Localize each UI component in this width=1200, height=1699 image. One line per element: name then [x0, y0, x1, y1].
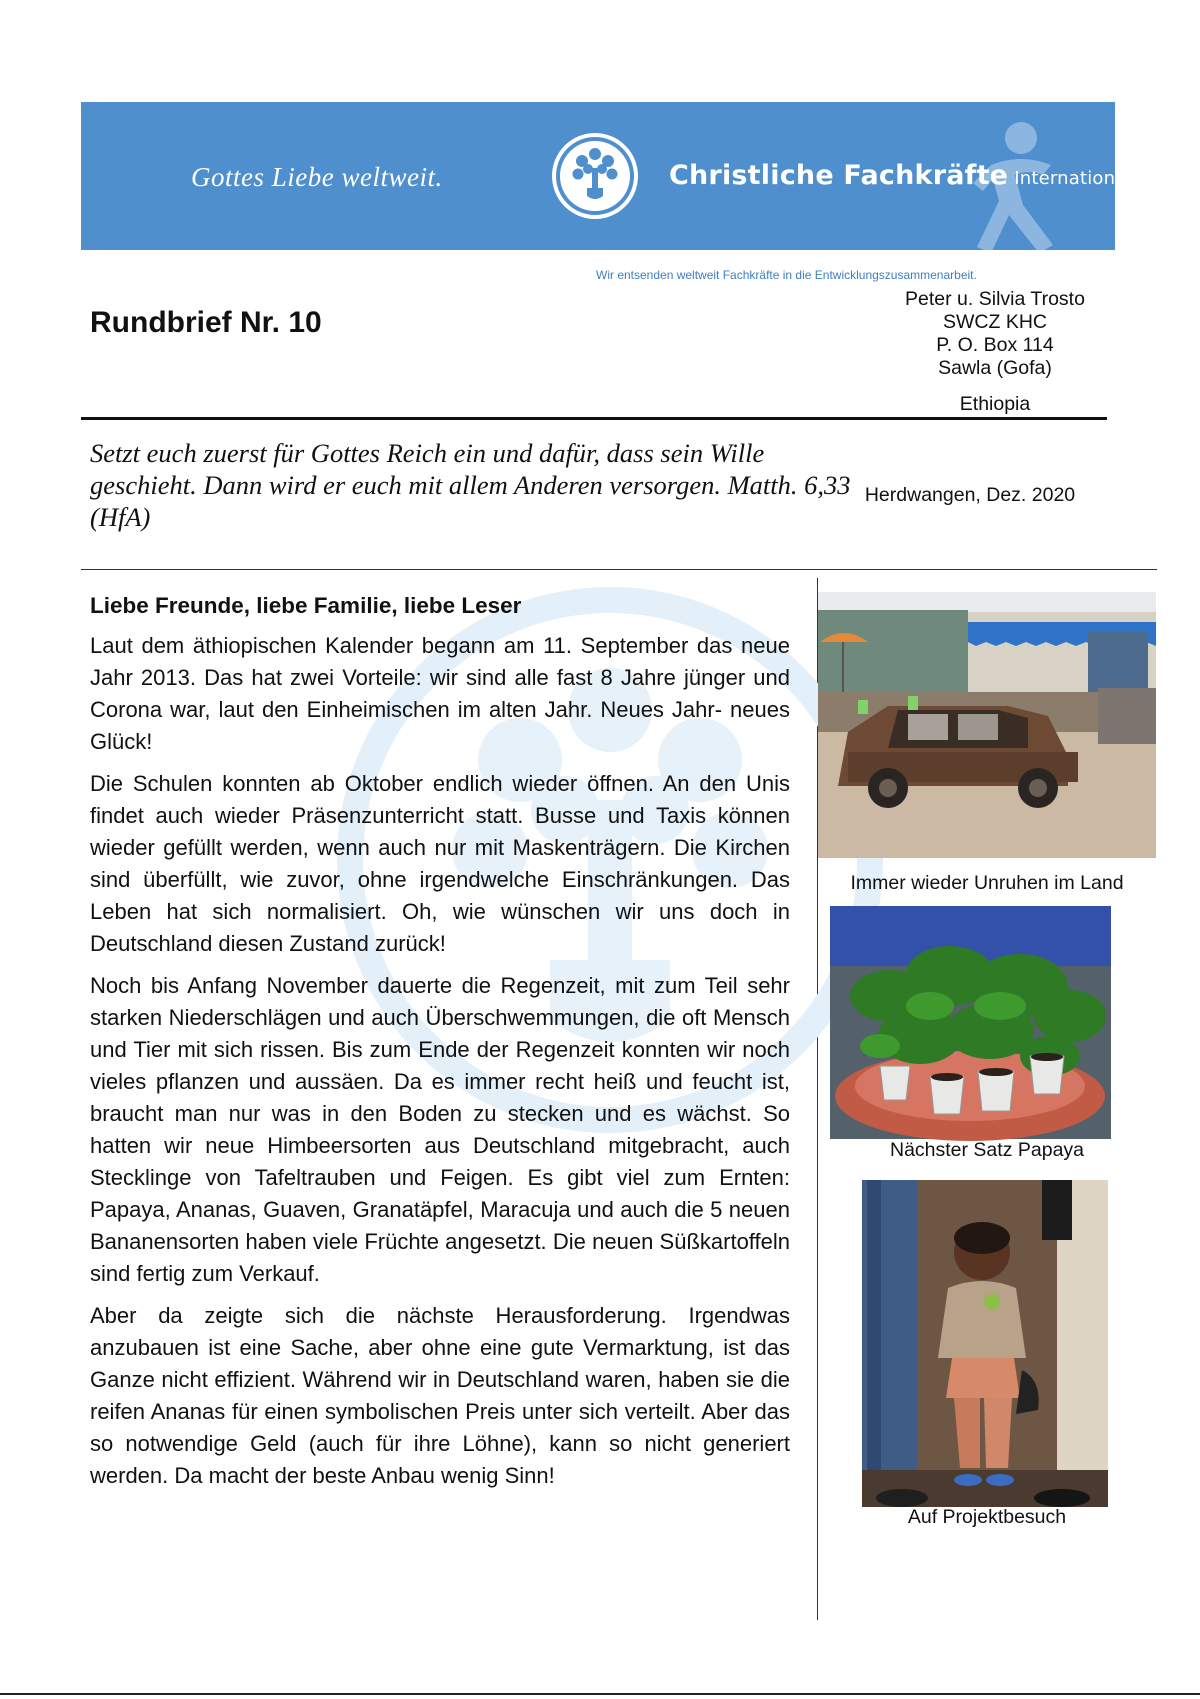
- letter-paragraph: Noch bis Anfang November dauerte die Regenzeit, mit zum Teil sehr starken Niederschlägen und auch Überschwemmungen, die oft Mensch und Tier mit sich rissen. Bis zum Ende der Regenzeit konnten wir noch vieles pflanzen und aussäen. Da es immer recht heiß und feucht ist, braucht man nur was in den Boden zu stecken und es wächst. So hatten wir neue Himbeersorten aus Deutschland mitgebracht, auch Stecklinge von Tafeltrauben und Feigen. Es gibt viel zum Ernten: Papaya, Ananas, Guaven, Granatäpfel, Maracuja und auch die 5 neuen Bananensorten haben viele Früchte angesetzt. Die neuen Süßkartoffeln sind fertig zum Verkauf.: [90, 973, 790, 1286]
- page-bottom-rule: [0, 1693, 1200, 1695]
- address-country: Ethiopia: [959, 393, 1031, 415]
- tree-logo-icon: [551, 132, 639, 220]
- papaya-photo-caption: Nächster Satz Papaya: [889, 1139, 1085, 1161]
- organization-name-main: Christliche Fachkräfte: [669, 160, 1009, 191]
- address-line: P. O. Box 114: [936, 334, 1054, 356]
- child-photo-caption: Auf Projektbesuch: [907, 1506, 1067, 1528]
- runner-figure-icon: [961, 120, 1081, 250]
- bible-verse: Setzt euch zuerst für Gottes Reich ein und dafür, dass sein Wille geschieht. Dann wird er euch mit allem Anderen versorgen. Matth. 6,33 (HfA): [90, 438, 851, 532]
- letter-paragraph: Laut dem äthiopischen Kalender begann am 11. September das neue Jahr 2013. Das hat zwei Vorteile: wir sind alle fast 8 Jahre jünger und Corona war, laut den Einheimischen im alten Jahr. Neues Jahr- neues Glück!: [90, 633, 790, 754]
- header-banner: [81, 102, 1132, 250]
- newsletter-title: Rundbrief Nr. 10: [90, 306, 322, 339]
- organization-name-suffix: International: [1014, 168, 1132, 189]
- letter-paragraph: Die Schulen konnten ab Oktober endlich wieder öffnen. An den Unis findet auch wieder Präsenzunterricht statt. Busse und Taxis können wieder gefüllt werden, wenn auch nur mit Maskenträgern. Die Kirchen sind überfüllt, wie zuvor, ohne irgendwelche Einschränkungen. Das Leben hat sich normalisiert. Oh, wie wünschen wir uns doch in Deutschland diesen Zustand zurück!: [90, 771, 790, 956]
- address-line: SWCZ KHC: [943, 311, 1047, 333]
- sender-address: [860, 288, 1130, 380]
- address-line: Sawla (Gofa): [938, 357, 1052, 379]
- child-visit-photo: [862, 1180, 1108, 1507]
- burned-car-photo: [818, 592, 1156, 858]
- papaya-seedlings-photo: [830, 906, 1111, 1139]
- car-photo-caption: Immer wieder Unruhen im Land: [850, 872, 1124, 894]
- letter-greeting: Liebe Freunde, liebe Familie, liebe Leser: [90, 593, 522, 618]
- letter-paragraph: Aber da zeigte sich die nächste Herausforderung. Irgendwas anzubauen ist eine Sache, aber ohne eine gute Vermarktung, ist das Ganze nicht effizient. Während wir in Deutschland waren, haben sie die reifen Ananas für einen symbolischen Preis unter sich verteilt. Aber das so notwendige Geld (auch für ihre Löhne), kann so nicht generiert werden. Da macht der beste Anbau wenig Sinn!: [90, 1303, 790, 1488]
- letter-date: Herdwangen, Dez. 2020: [864, 484, 1076, 506]
- header-divider: [81, 417, 1107, 420]
- banner-slogan: Gottes Liebe weltweit.: [191, 162, 443, 192]
- address-line: Peter u. Silvia Trosto: [905, 288, 1085, 310]
- banner-tagline: Wir entsenden weltweit Fachkräfte in die Entwicklungszusammenarbeit.: [596, 268, 977, 282]
- letter-body: [90, 590, 790, 1502]
